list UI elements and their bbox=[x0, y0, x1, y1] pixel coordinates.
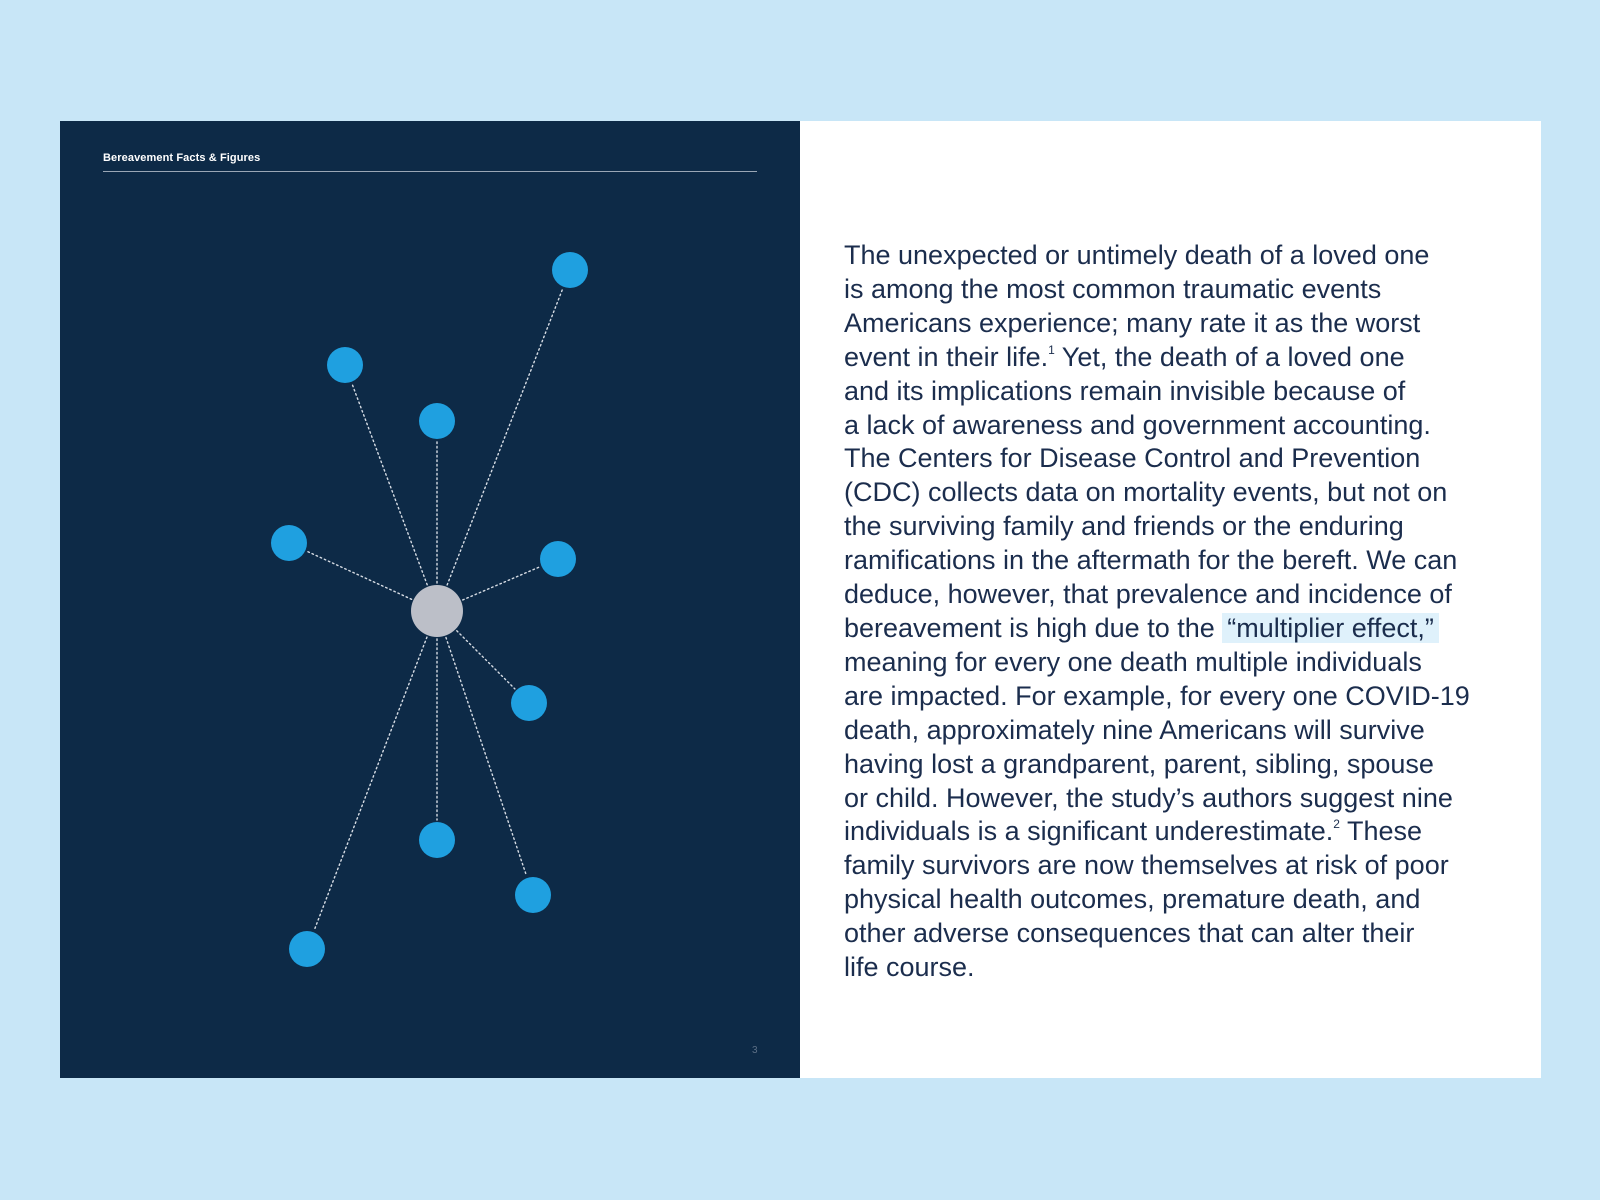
outer-node bbox=[515, 877, 551, 913]
text-line bbox=[844, 443, 1420, 473]
text-run: a lack of awareness and government accounting. bbox=[844, 409, 1431, 440]
text-run: family survivors are now themselves at risk of poor bbox=[844, 850, 1449, 881]
outer-node bbox=[540, 541, 576, 577]
text-run: and its implications remain invisible because of bbox=[844, 375, 1406, 406]
page-number: 3 bbox=[752, 1045, 758, 1056]
text-run: event in their life. bbox=[844, 341, 1049, 372]
outer-node bbox=[552, 252, 588, 288]
document-spread bbox=[60, 121, 1541, 1078]
connector-line bbox=[463, 567, 540, 600]
text-line bbox=[844, 783, 1453, 813]
outer-node bbox=[271, 525, 307, 561]
text-run: death, approximately nine Americans will survive bbox=[844, 714, 1425, 745]
highlighted-phrase: “multiplier effect,” bbox=[1222, 613, 1439, 643]
text-run: bereavement is high due to the bbox=[844, 612, 1223, 643]
text-line bbox=[844, 579, 1452, 609]
connector-line bbox=[314, 637, 427, 930]
center-node bbox=[411, 585, 463, 637]
text-line bbox=[844, 308, 1420, 338]
text-line bbox=[844, 274, 1381, 304]
text-run: are impacted. For example, for every one COVID-19 bbox=[844, 680, 1470, 711]
text-run: The unexpected or untimely death of a loved one bbox=[844, 240, 1430, 270]
text-line bbox=[844, 715, 1425, 745]
text-line bbox=[844, 545, 1457, 575]
text-run: The Centers for Disease Control and Prevention bbox=[844, 443, 1421, 474]
footnote-marker: 1 bbox=[1048, 342, 1055, 357]
text-run: deduce, however, that prevalence and incidence of bbox=[844, 579, 1452, 610]
outer-node bbox=[289, 931, 325, 967]
text-run: other adverse consequences that can alter their bbox=[844, 918, 1415, 949]
text-run: the surviving family and friends or the enduring bbox=[844, 511, 1404, 542]
text-line bbox=[844, 918, 1414, 948]
right-page bbox=[800, 121, 1541, 1078]
connector-line bbox=[446, 638, 527, 877]
text-line bbox=[844, 376, 1405, 406]
text-run: physical health outcomes, premature death, and bbox=[844, 884, 1421, 915]
outer-node bbox=[419, 403, 455, 439]
text-run: life course. bbox=[844, 952, 975, 983]
text-run: ramifications in the aftermath for the bereft. We can bbox=[844, 545, 1458, 576]
text-line bbox=[844, 681, 1470, 711]
text-run: having lost a grandparent, parent, sibling, spouse bbox=[844, 748, 1434, 779]
connector-line bbox=[352, 384, 427, 585]
text-line bbox=[844, 613, 1439, 643]
outer-node bbox=[419, 822, 455, 858]
left-page bbox=[60, 121, 800, 1078]
connector-line bbox=[307, 551, 411, 599]
text-run: meaning for every one death multiple individuals bbox=[844, 646, 1422, 677]
text-line bbox=[844, 410, 1431, 440]
outer-node bbox=[511, 685, 547, 721]
network-diagram-icon bbox=[60, 121, 800, 1078]
text-line bbox=[844, 816, 1422, 846]
running-head: Bereavement Facts & Figures bbox=[103, 152, 261, 164]
text-line bbox=[844, 884, 1420, 914]
footnote-marker: 2 bbox=[1333, 817, 1340, 832]
text-run: These bbox=[1339, 816, 1423, 847]
body-paragraph bbox=[844, 239, 1494, 985]
outer-node bbox=[327, 347, 363, 383]
text-line bbox=[844, 477, 1447, 507]
text-line bbox=[844, 342, 1405, 372]
connector-line bbox=[447, 289, 563, 585]
text-run: or child. However, the study’s authors suggest nine bbox=[844, 782, 1453, 813]
text-line bbox=[844, 647, 1422, 677]
text-line bbox=[844, 952, 975, 982]
text-line bbox=[844, 749, 1434, 779]
text-line bbox=[844, 511, 1404, 541]
text-run: Yet, the death of a loved one bbox=[1054, 341, 1405, 372]
text-run: is among the most common traumatic events bbox=[844, 273, 1382, 304]
text-line bbox=[844, 240, 1429, 270]
text-run: Americans experience; many rate it as the worst bbox=[844, 307, 1421, 338]
text-run: (CDC) collects data on mortality events, but not on bbox=[844, 477, 1448, 508]
text-line bbox=[844, 850, 1449, 880]
connector-line bbox=[457, 631, 515, 689]
text-run: individuals is a significant underestimate. bbox=[844, 816, 1334, 847]
